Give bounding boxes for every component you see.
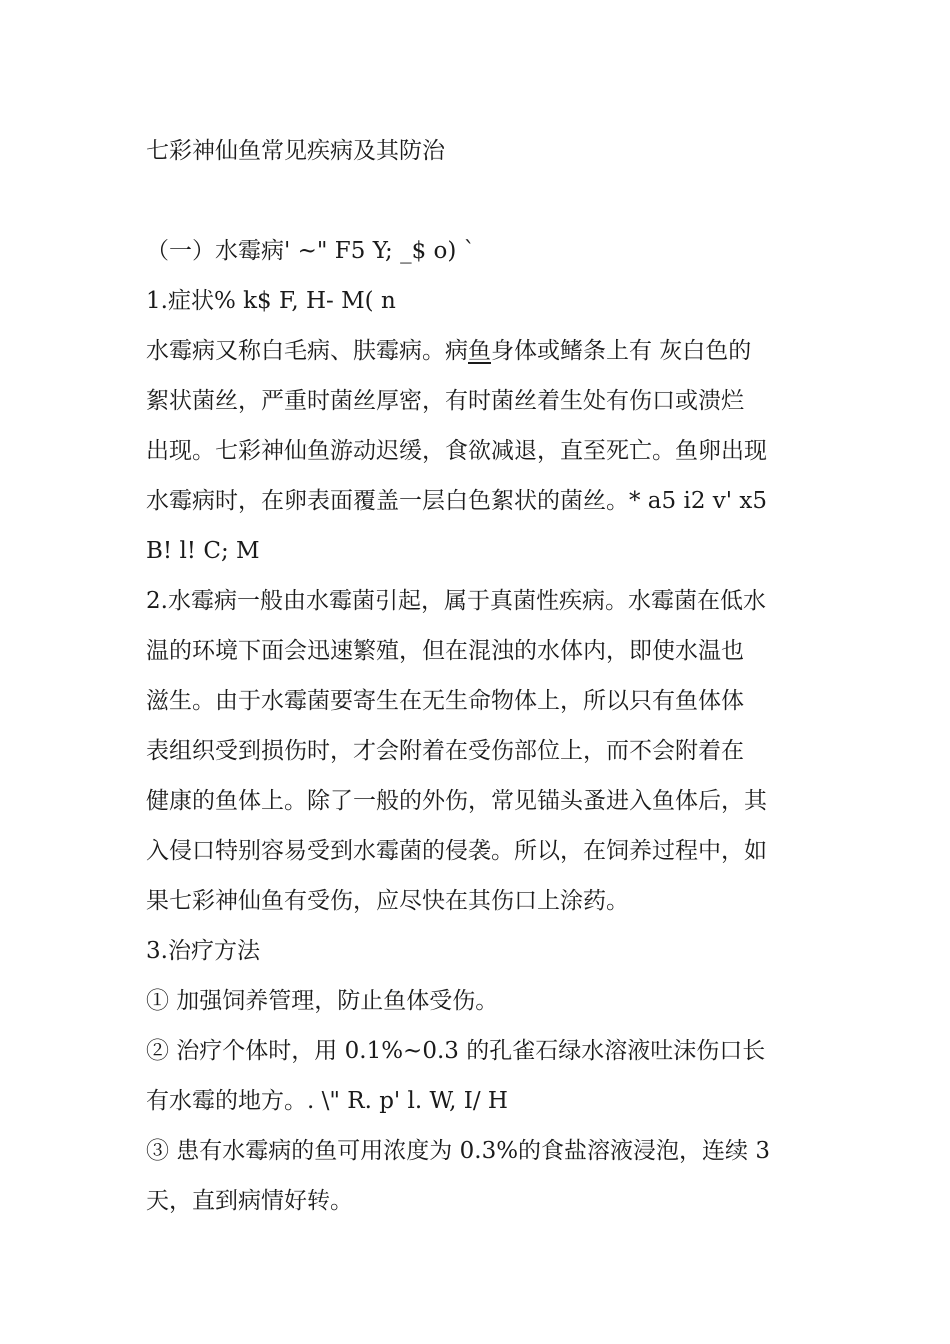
cause-paragraph-line: 温的环境下面会迅速繁殖，但在混浊的水体内，即使水温也	[146, 638, 744, 664]
section-heading: （一）水霉病' ~" F5 Y; _$ o) `	[146, 238, 476, 264]
symptom-paragraph-line: B! l! C; M	[146, 538, 260, 564]
symptom-paragraph-line: 絮状菌丝，严重时菌丝厚密，有时菌丝着生处有伤口或溃烂	[146, 388, 744, 414]
document-title: 七彩神仙鱼常见疾病及其防治	[146, 138, 445, 164]
treatment-item: ② 治疗个体时，用 0.1%~0.3 的孔雀石绿水溶液吐沫伤口长	[146, 1038, 766, 1064]
symptom-paragraph-line: 出现。七彩神仙鱼游动迟缓，食欲减退，直至死亡。鱼卵出现	[146, 438, 767, 464]
cause-paragraph-line: 滋生。由于水霉菌要寄生在无生命物体上，所以只有鱼体体	[146, 688, 744, 714]
symptom-paragraph-line: 水霉病时，在卵表面覆盖一层白色絮状的菌丝。* a5 i2 v' x5	[146, 488, 767, 514]
cause-paragraph-line: 果七彩神仙鱼有受伤，应尽快在其伤口上涂药。	[146, 888, 629, 914]
treatment-item: ③ 患有水霉病的鱼可用浓度为 0.3%的食盐溶液浸泡，连续 3	[146, 1138, 770, 1164]
cause-paragraph-line: 健康的鱼体上。除了一般的外伤，常见锚头蚤进入鱼体后，其	[146, 788, 767, 814]
symptom-paragraph-line: 水霉病又称白毛病、肤霉病。病鱼身体或鳍条上有 灰白色的	[146, 338, 752, 364]
treatment-heading: 3.治疗方法	[146, 938, 260, 964]
treatment-item: ① 加强饲养管理，防止鱼体受伤。	[146, 988, 499, 1014]
cause-paragraph-line: 入侵口特别容易受到水霉菌的侵袭。所以，在饲养过程中，如	[146, 838, 767, 864]
treatment-item-continuation: 天，直到病情好转。	[146, 1188, 353, 1214]
underlined-word: 鱼	[468, 338, 491, 364]
cause-paragraph-line: 2.水霉病一般由水霉菌引起，属于真菌性疾病。水霉菌在低水	[146, 588, 766, 614]
symptom-heading: 1.症状% k$ F, H- M( n	[146, 288, 396, 314]
cause-paragraph-line: 表组织受到损伤时，才会附着在受伤部位上，而不会附着在	[146, 738, 744, 764]
treatment-item-continuation: 有水霉的地方。. \" R. p' l. W, I/ H	[146, 1088, 508, 1114]
